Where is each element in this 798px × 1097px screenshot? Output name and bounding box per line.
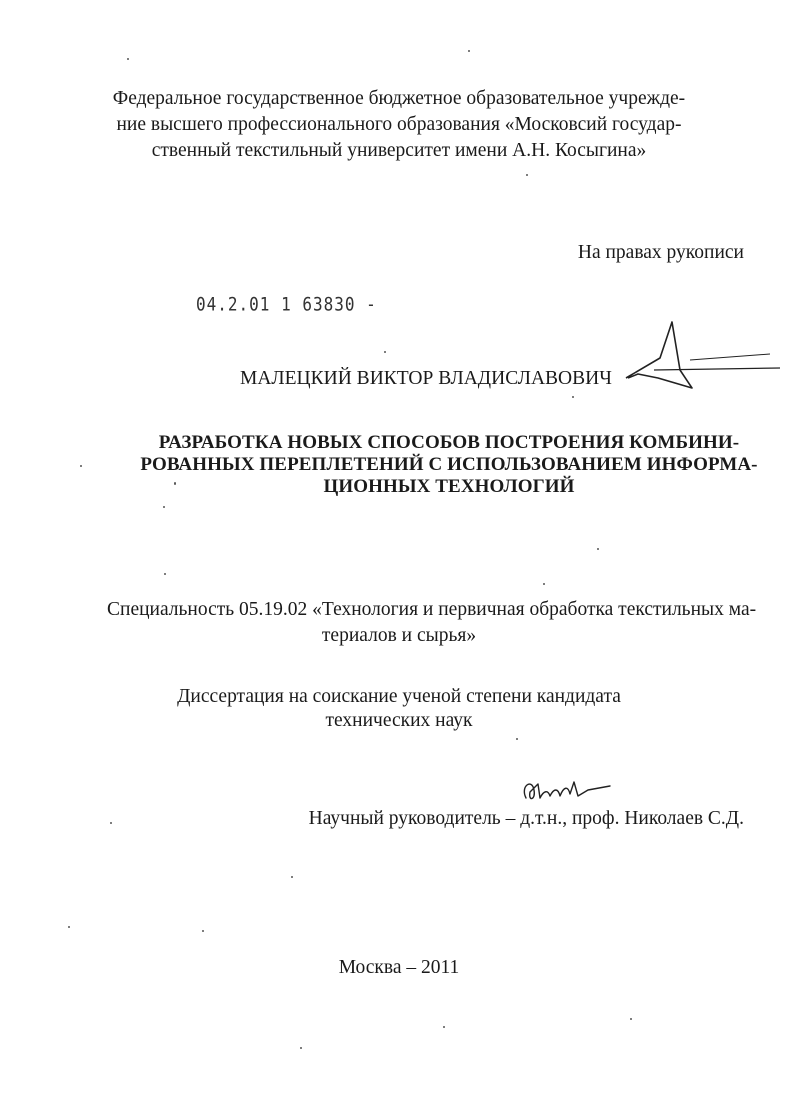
city-year: Москва – 2011 — [338, 957, 460, 978]
scan-speck — [163, 506, 165, 508]
institution-line-1: Федеральное государственное бюджетное образовательное учрежде- — [112, 88, 686, 109]
scan-speck — [202, 930, 204, 932]
thesis-title-line-1: РАЗРАБОТКА НОВЫХ СПОСОБОВ ПОСТРОЕНИЯ КОМБИНИ- — [158, 432, 740, 453]
scan-speck — [572, 396, 574, 398]
dissertation-line-2: технических наук — [325, 710, 473, 731]
scan-speck — [384, 351, 386, 353]
institution-line-2: ние высшего профессионального образования «Московсий государ- — [116, 114, 682, 135]
scan-speck — [543, 583, 545, 585]
scan-speck — [597, 548, 599, 550]
supervisor-line: Научный руководитель – д.т.н., проф. Николаев С.Д. — [308, 808, 744, 829]
thesis-title-line-3: ЦИОННЫХ ТЕХНОЛОГИЙ — [323, 476, 575, 497]
institution-line-3: ственный текстильный университет имени А.Н. Косыгина» — [151, 140, 647, 161]
scan-speck — [127, 58, 129, 60]
rights-note: На правах рукописи — [577, 242, 744, 263]
scan-speck — [443, 1026, 445, 1028]
thesis-title-line-2: РОВАННЫХ ПЕРЕПЛЕТЕНИЙ С ИСПОЛЬЗОВАНИЕМ ИНФОРМА- — [140, 454, 758, 475]
specialty-line-1: Специальность 05.19.02 «Технология и первичная обработка текстильных ма- — [107, 599, 757, 620]
scan-speck — [110, 822, 112, 824]
dissertation-line-1: Диссертация на соискание ученой степени кандидата — [177, 686, 621, 707]
scan-speck — [516, 738, 518, 740]
author-name: МАЛЕЦКИЙ ВИКТОР ВЛАДИСЛАВОВИЧ — [240, 368, 612, 389]
scan-speck — [468, 50, 470, 52]
archive-stamp-number: 04.2.01 1 63830 - — [196, 293, 377, 315]
scan-speck — [68, 926, 70, 928]
scan-speck — [164, 573, 166, 575]
scan-speck — [80, 465, 82, 467]
scan-speck — [630, 1018, 632, 1020]
scan-speck — [174, 482, 176, 485]
scan-speck — [526, 174, 528, 176]
specialty-line-2: териалов и сырья» — [321, 625, 477, 646]
scan-speck — [291, 876, 293, 878]
scan-speck — [300, 1047, 302, 1049]
author-signature — [620, 320, 790, 395]
